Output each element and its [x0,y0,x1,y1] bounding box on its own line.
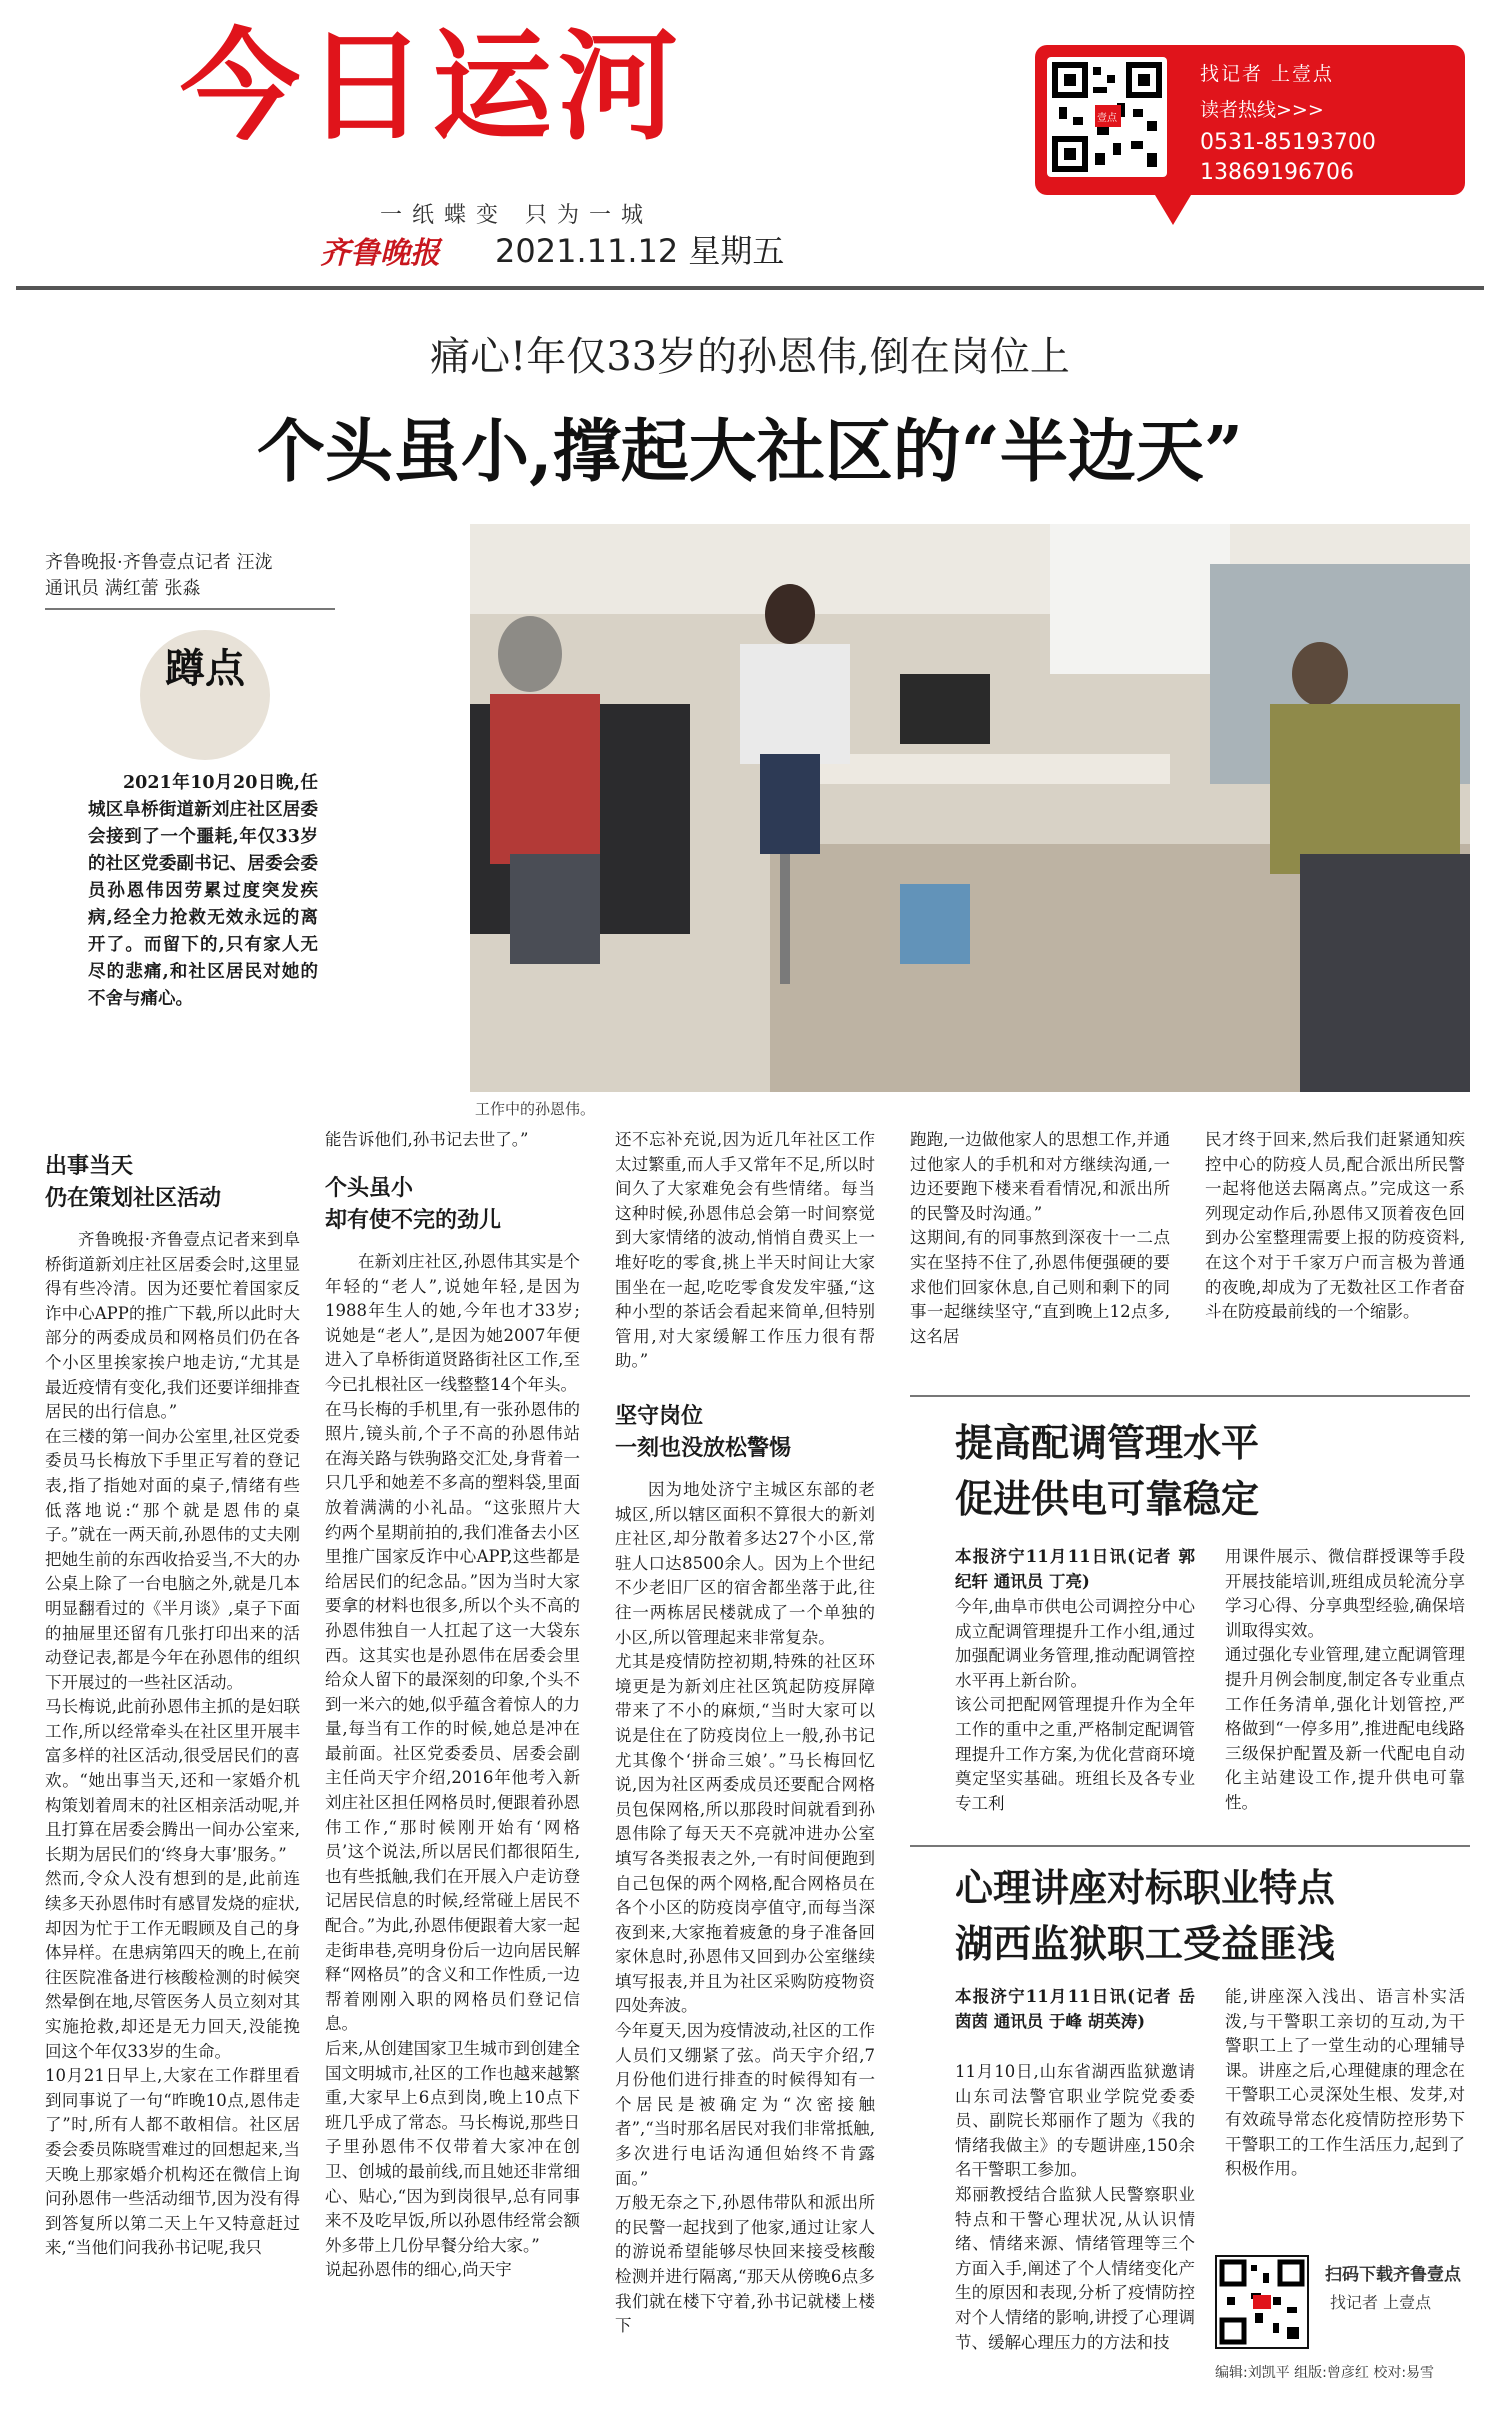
story3-rule [910,1845,1470,1847]
download-label-2: 找记者 上壹点 [1330,2293,1432,2312]
col5-body: 民才终于回来,然后我们赶紧通知疾控中心的防疫人员,配合派出所民警一起将他送去隔离点。”完成这一系列现定动作后,孙恩伟又顶着夜色回到办公室整理需要上报的防疫资料,在这个对于千家万户而言极为普通的夜晚,却成为了无数社区工作者奋斗在防疫最前线的一个缩影。 [1205,1130,1465,1322]
hotline-phone-1: 0531-85193700 [1200,130,1376,155]
col3-top: 还不忘补充说,因为近几年社区工作太过繁重,而人手又常年不足,所以时间久了大家难免会有些情绪。每当这种时候,孙恩伟总会第一时间察觉到大家情绪的波动,悄悄自费买上一堆好吃的零食,挑上半天时间让大家围坐在一起,吃吃零食发发牢骚,“这种小型的茶话会看起来简单,但特别管用,对大家缓解工作压力很有帮助。” [615,1130,875,1371]
col3-subhead: 坚守岗位 一刻也没放松警惕 [615,1403,792,1461]
story2-headline: 提高配调管理水平 促进供电可靠稳定 [955,1420,1260,1521]
col4-body: 跑跑,一边做他家人的思想工作,并通过他家人的手机和对方继续沟通,一边还要跑下楼来看看情况,和派出所的民警及时沟通。” 这期间,有的同事熬到深夜十一二点实在坚持不住了,孙恩伟便强硬的要求他们回家休息,自己则和剩下的同事一起继续坚守,“直到晚上12点多,这名居 [910,1130,1170,1346]
story3-col-a: 11月10日,山东省湖西监狱邀请山东司法警官职业学院党委委员、副院长郑丽作了题为《我的情绪我做主》的专题讲座,150余名干警职工参加。 郑丽教授结合监狱人民警察职业特点和干警心理状况,从认识情绪、情绪来源、情绪管理等三个方面入手,阐述了个人情绪变化产生的原因和表现,分析了疫情防控对个人情绪的影响,讲授了心理调节、缓解心理压力的方法和技 [955,2062,1195,2352]
reader-hotline-box [1035,45,1465,195]
byline-reporter: 齐鲁晚报·齐鲁壹点记者 汪泷 [45,552,273,573]
download-qr-code [1215,2255,1309,2349]
story3-headline: 心理讲座对标职业特点 湖西监狱职工受益匪浅 [955,1865,1336,1966]
story2-rule [910,1395,1470,1397]
lead-headline: 个头虽小,撑起大社区的“半边天” [257,412,1243,492]
lead-photo [470,524,1470,1092]
photo-caption: 工作中的孙恩伟。 [475,1100,596,1118]
brand-logo: 齐鲁晚报 [320,236,440,271]
col1-body: 齐鲁晚报·齐鲁壹点记者来到阜桥街道新刘庄社区居委会时,这里显得有些冷清。因为还要忙着国家反诈中心APP的推广下载,所以此时大部分的两委成员和网格员们仍在各个小区里挨家挨户地走访,“尤其是最近疫情有变化,我们还要详细排查居民的出行信息。” 在三楼的第一间办公室里,社区党委委员马长梅放下手里正写着的登记表,指了指她对面的桌子,情绪有些低落地说:“那个就是恩伟的桌子。”就在一两天前,孙恩伟的丈夫刚把她生前的东西收拾妥当,不大的办公桌上除了一台电脑之外,就是几本明显翻看过的《半月谈》,桌子下面的抽屉里还留有几张打印出来的活动登记表,都是今年在孙恩伟的组织下开展过的一些社区活动。 马长梅说,此前孙恩伟主抓的是妇联工作,所以经常牵头在社区里开展丰富多样的社区活动,很受居民们的喜欢。“她出事当天,还和一家婚介机构策划着周末的社区相亲活动呢,并且打算在居委会腾出一间办公室来,长期为居民们的‘终身大事’服务。” 然而,令众人没有想到的是,此前连续多天孙恩伟时有感冒发烧的症状,却因为忙于工作无暇顾及自己的身体异样。在患病第四天的晚上,在前往医院准备进行核酸检测的时候突然晕倒在地,尽管医务人员立刻对其实施抢救,却还是无力回天,没能挽回这个年仅33岁的生命。 10月21日早上,大家在工作群里看到同事说了一句“昨晚10点,恩伟走了”时,所有人都不敢相信。社区居委会委员陈晓雪难过的回想起来,当天晚上那家婚介机构还在微信上询问孙恩伟一些活动细节,因为没有得到答复所以第二天上午又特意赶过来,“当他们问我孙书记呢,我只 [45,1230,300,2258]
story3-byline: 本报济宁11月11日讯(记者 岳茵茵 通讯员 于峰 胡英涛) [955,1987,1195,2031]
qr-label-2: 读者热线>>> [1200,99,1324,121]
story2-col-a: 今年,曲阜市供电公司调控分中心成立配调管理提升工作小组,通过加强配调业务管理,推动配调管控水平再上新台阶。 该公司把配网管理提升作为全年工作的重中之重,严格制定配调管理提升工作方案,为优化营商环境奠定坚实基础。班组长及各专业专工利 [955,1597,1195,1813]
masthead-rule [16,286,1484,290]
lead-kicker: 痛心!年仅33岁的孙恩伟,倒在岗位上 [430,334,1070,380]
page-credits: 编辑:刘凯平 组版:曾彦红 校对:易雪 [1215,2365,1435,2381]
lead-intro: 2021年10月20日晚,任城区阜桥街道新刘庄社区居委会接到了一个噩耗,年仅33岁的社区党委副书记、居委会委员孙恩伟因劳累过度突发疾病,经全力抢救无效永远的离开了。而留下的,只有家人无尽的悲痛,和社区居民对她的不舍与痛心。 [88,773,318,1009]
byline-correspondents: 通讯员 满红蕾 张淼 [45,578,201,599]
col3-body: 因为地处济宁主城区东部的老城区,所以辖区面积不算很大的新刘庄社区,却分散着多达27个小区,常驻人口达8500余人。因为上个世纪不少老旧厂区的宿舍都坐落于此,往往一两栋居民楼就成了一个单独的小区,所以管理起来非常复杂。 尤其是疫情防控初期,特殊的社区环境更是为新刘庄社区筑起防疫屏障带来了不小的麻烦,“当时大家可以说是住在了防疫岗位上一般,孙书记尤其像个‘拼命三娘’。”马长梅回忆说,因为社区两委成员还要配合网格员包保网格,所以那段时间就看到孙恩伟除了每天天不亮就冲进办公室填写各类报表之外,一有时间便跑到自己包保的两个网格,配合网格员在各个小区的防疫岗亭值守,而每当深夜到来,大家拖着疲惫的身子准备回家休息时,孙恩伟又回到办公室继续填写报表,并且为社区采购防疫物资四处奔波。 今年夏天,因为疫情波动,社区的工作人员们又绷紧了弦。尚天宇介绍,7月份他们进行排查的时候得知有一个居民是被确定为“次密接触者”,“当时那名居民对我们非常抵触,多次进行电话沟通但始终不肯露面。” 万般无奈之下,孙恩伟带队和派出所的民警一起找到了他家,通过让家人的游说希望能够尽快回来接受核酸检测并进行隔离,“那天从傍晚6点多我们就在楼下守着,孙书记就楼上楼下 [615,1480,875,2336]
lead-byline [45,550,272,602]
masthead-title: 今日运河 [180,18,684,157]
dundian-stamp [140,630,270,760]
qr-code [1047,57,1167,177]
story2-col-b: 用课件展示、微信群授课等手段开展技能培训,班组成员轮流分享学习心得、分享典型经验,确保培训取得实效。 通过强化专业管理,建立配调管理提升月例会制度,制定各专业重点工作任务清单,强化计划管控,严格做到“一停多用”,推进配电线路三级保护配置及新一代配电自动化主站建设工作,提升供电可靠性。 [1225,1547,1465,1812]
masthead-slogan: 一纸蝶变 只为一城 [380,203,653,228]
qr-label-1: 找记者 上壹点 [1200,63,1335,85]
story2-byline: 本报济宁11月11日讯(记者 郭纪轩 通讯员 丁亮) [955,1547,1195,1591]
col2-top: 能告诉他们,孙书记去世了。” [325,1130,529,1149]
issue-date: 2021.11.12 星期五 [495,232,785,270]
qr-box-pointer [1155,195,1191,225]
col1-subhead: 出事当天 仍在策划社区活动 [45,1153,222,1211]
col2-body: 在新刘庄社区,孙恩伟其实是个年轻的“老人”,说她年轻,是因为1988年生人的她,今年也才33岁;说她是“老人”,是因为她2007年便进入了阜桥街道贤路街社区工作,至今已扎根社区一线整整14个年头。 在马长梅的手机里,有一张孙恩伟的照片,镜头前,个子不高的孙恩伟站在海关路与铁驹路交汇处,身背着一只几乎和她差不多高的塑料袋,里面放着满满的小礼品。“这张照片大约两个星期前拍的,我们准备去小区里推广国家反诈中心APP,这些都是给居民们的纪念品。”因为当时大家要拿的材料也很多,所以个头不高的孙恩伟独自一人扛起了这一大袋东西。这其实也是孙恩伟在居委会里给众人留下的最深刻的印象,个头不到一米六的她,似乎蕴含着惊人的力量,每当有工作的时候,她总是冲在最前面。社区党委委员、居委会副主任尚天宇介绍,2016年他考入新刘庄社区担任网格员时,便跟着孙恩伟工作,“那时候刚开始有‘网格员’这个说法,所以居民们都很陌生,也有些抵触,我们在开展入户走访登记居民信息的时候,经常碰上居民不配合。”为此,孙恩伟便跟着大家一起走街串巷,亮明身份后一边向居民解释“网格员”的含义和工作性质,一边帮着刚刚入职的网格员们登记信息。 后来,从创建国家卫生城市到创建全国文明城市,社区的工作也越来越繁重,大家早上6点到岗,晚上10点下班几乎成了常态。马长梅说,那些日子里孙恩伟不仅带着大家冲在创卫、创城的最前线,而且她还非常细心、贴心,“因为到岗很早,总有同事来不及吃早饭,所以孙恩伟经常会额外多带上几份早餐分给大家。” 说起孙恩伟的细心,尚天宇 [325,1252,580,2280]
hotline-phone-2: 13869196706 [1200,160,1354,185]
story3-col-b: 能,讲座深入浅出、语言朴实活泼,与干警职工亲切的互动,为干警职工上了一堂生动的心理辅导课。讲座之后,心理健康的理念在干警职工心灵深处生根、发芽,对有效疏导常态化疫情防控形势下干警职工的工作生活压力,起到了积极作用。 [1225,1987,1465,2179]
download-label: 扫码下载齐鲁壹点 [1325,2265,1461,2285]
stamp-text: 蹲点 [165,645,245,692]
qr-brand: 壹点 [1097,113,1117,124]
byline-rule [45,608,335,610]
col2-subhead: 个头虽小 却有使不完的劲儿 [325,1175,502,1233]
